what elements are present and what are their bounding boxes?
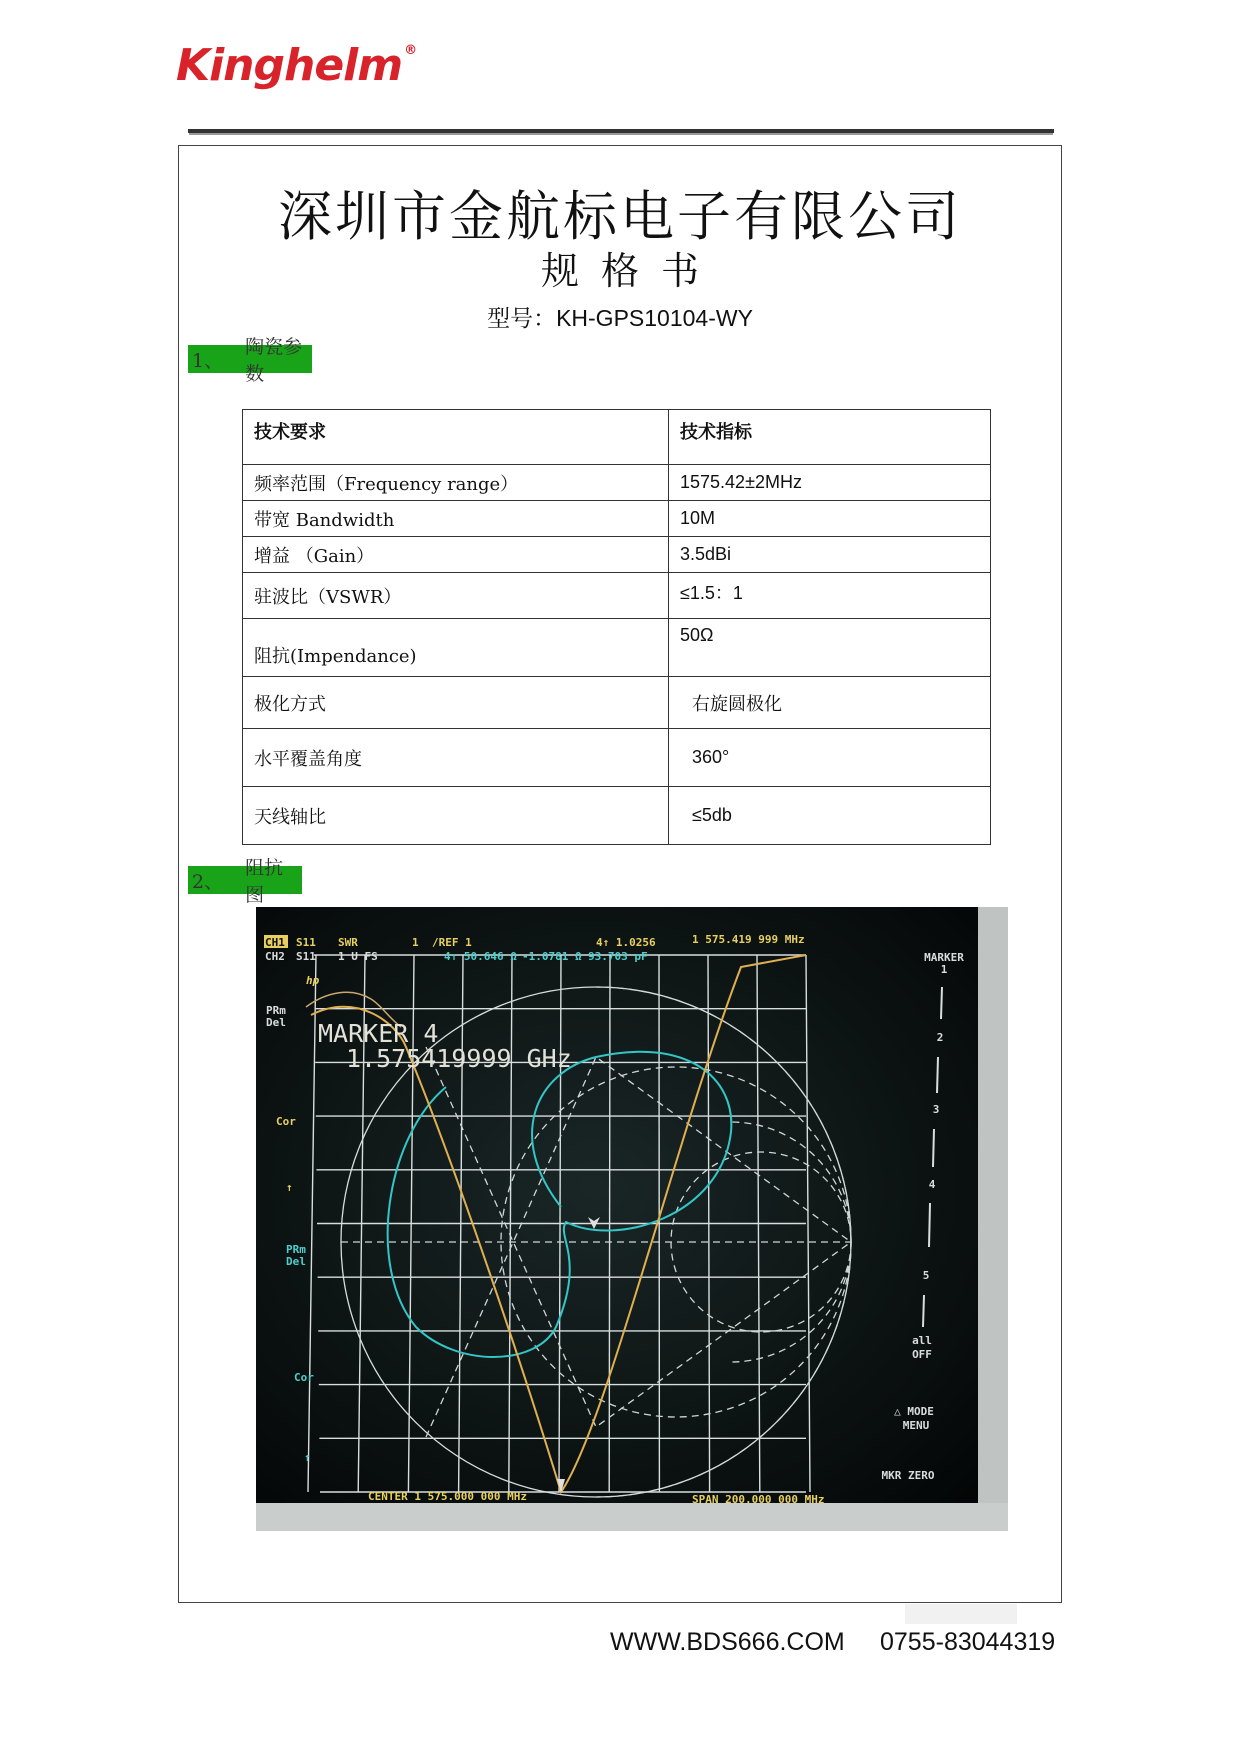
table-cell: ≤1.5：1 xyxy=(669,573,991,619)
softkey-divider xyxy=(933,1129,934,1167)
footer-website: WWW.BDS666.COM xyxy=(610,1628,845,1656)
header-rule xyxy=(188,129,1054,133)
softkey-divider xyxy=(937,1057,938,1093)
grid-line-vertical xyxy=(609,955,610,1492)
span-freq: SPAN 200.000 000 MHz xyxy=(692,1493,825,1506)
table-header-spec: 技术指标 xyxy=(669,410,991,465)
table-cell: 10M xyxy=(669,501,991,537)
logo-text: Kinghelm xyxy=(176,40,403,91)
capacitance-readout: 93.703 pF xyxy=(588,950,648,963)
section-heading-impedance-chart xyxy=(188,857,302,906)
left-label: Cor xyxy=(276,1115,296,1128)
table-cell: 带宽 Bandwidth xyxy=(243,501,669,537)
footer-shade xyxy=(905,1604,1017,1624)
spec-table xyxy=(242,409,991,845)
marker-freq-readout: 1 575.419 999 MHz xyxy=(692,933,805,946)
section-number: 1、 xyxy=(192,349,224,372)
impedance-readout: 4↑ 50.646 Ω xyxy=(444,950,517,963)
softkey-all[interactable]: all xyxy=(912,1334,932,1347)
softkey-2[interactable]: 2 xyxy=(936,1031,944,1044)
softkey-divider xyxy=(941,987,942,1019)
softkey-divider xyxy=(929,1203,930,1247)
softkey-3[interactable]: 3 xyxy=(932,1103,940,1116)
kinghelm-logo xyxy=(176,40,416,91)
ch2-label: CH2 xyxy=(265,950,285,963)
model-label: 型号： xyxy=(487,306,557,332)
softkey-menu[interactable]: MENU xyxy=(902,1419,930,1432)
table-row xyxy=(243,537,991,573)
reactance-readout: -1.0781 Ω xyxy=(522,950,582,963)
left-label: Del xyxy=(266,1016,286,1029)
s11-b: S11 xyxy=(296,950,316,963)
table-cell: 50Ω xyxy=(669,619,991,677)
s11-a: S11 xyxy=(296,936,316,949)
network-analyzer-photo xyxy=(256,907,1008,1531)
table-row xyxy=(243,677,991,729)
bezel-bottom xyxy=(256,1503,1008,1531)
ch1-label: CH1 xyxy=(265,936,285,949)
left-label: ↑ xyxy=(286,1181,293,1194)
left-label: PRm xyxy=(266,1004,286,1017)
table-cell: 天线轴比 xyxy=(243,787,669,845)
document-title: 规格书 xyxy=(540,249,721,293)
model-value: KH-GPS10104-WY xyxy=(556,305,753,331)
softkey-off[interactable]: OFF xyxy=(912,1348,932,1361)
table-cell: ≤5db xyxy=(669,787,991,845)
center-freq: CENTER 1 575.000 000 MHz xyxy=(368,1490,527,1503)
left-label: Del xyxy=(286,1255,306,1268)
table-cell: 右旋圆极化 xyxy=(669,677,991,729)
softkey-mode[interactable]: △ MODE xyxy=(894,1405,934,1418)
analyzer-screen xyxy=(256,907,1008,1531)
table-row xyxy=(243,787,991,845)
marker-annotation-freq: 1.575419999 GHz xyxy=(346,1044,572,1073)
registered-mark: ® xyxy=(404,43,417,59)
table-cell: 3.5dBi xyxy=(669,537,991,573)
table-row xyxy=(243,619,991,677)
ref-label: /REF 1 xyxy=(432,936,472,949)
table-header-row xyxy=(243,410,991,465)
company-name: 深圳市金航标电子有限公司 xyxy=(278,185,962,248)
softkey-1[interactable]: 1 xyxy=(940,963,948,976)
table-cell: 水平覆盖角度 xyxy=(243,729,669,787)
footer-phone: 0755-83044319 xyxy=(880,1628,1056,1656)
softkey-divider xyxy=(923,1295,924,1327)
softkey-4[interactable]: 4 xyxy=(928,1178,936,1191)
section-number: 2、 xyxy=(192,870,224,893)
table-cell: 阻抗(Impendance) xyxy=(243,619,669,677)
model-line xyxy=(0,300,1240,333)
section-label: 陶瓷参数 xyxy=(245,336,303,385)
table-cell: 增益 （Gain） xyxy=(243,537,669,573)
screen-background xyxy=(256,907,1008,1531)
left-label: ↑ xyxy=(304,1451,311,1464)
table-cell: 驻波比（VSWR） xyxy=(243,573,669,619)
table-row xyxy=(243,465,991,501)
table-cell: 极化方式 xyxy=(243,677,669,729)
table-header-requirement: 技术要求 xyxy=(243,410,669,465)
hp-logo: hp xyxy=(306,974,320,987)
table-row xyxy=(243,573,991,619)
softkey-marker[interactable]: MARKER xyxy=(924,951,964,964)
bezel-right xyxy=(978,907,1008,1531)
softkey-mkr-zero[interactable]: MKR ZERO xyxy=(881,1469,935,1482)
marker-annotation-title: MARKER 4 xyxy=(318,1019,439,1048)
ref-number: 1 xyxy=(412,936,419,949)
marker-swr-readout: 4↑ 1.0256 xyxy=(596,936,656,949)
swr-label: SWR xyxy=(338,936,358,949)
table-row xyxy=(243,501,991,537)
softkey-5[interactable]: 5 xyxy=(922,1269,930,1282)
ufs-label: 1 U FS xyxy=(338,950,378,963)
table-cell: 360° xyxy=(669,729,991,787)
table-cell: 频率范围（Frequency range） xyxy=(243,465,669,501)
table-row xyxy=(243,729,991,787)
section-heading-ceramic-params xyxy=(188,336,312,385)
left-label: Cor xyxy=(294,1371,314,1384)
table-cell: 1575.42±2MHz xyxy=(669,465,991,501)
left-label: PRm xyxy=(286,1243,306,1256)
section-label: 阻抗图 xyxy=(245,857,284,906)
